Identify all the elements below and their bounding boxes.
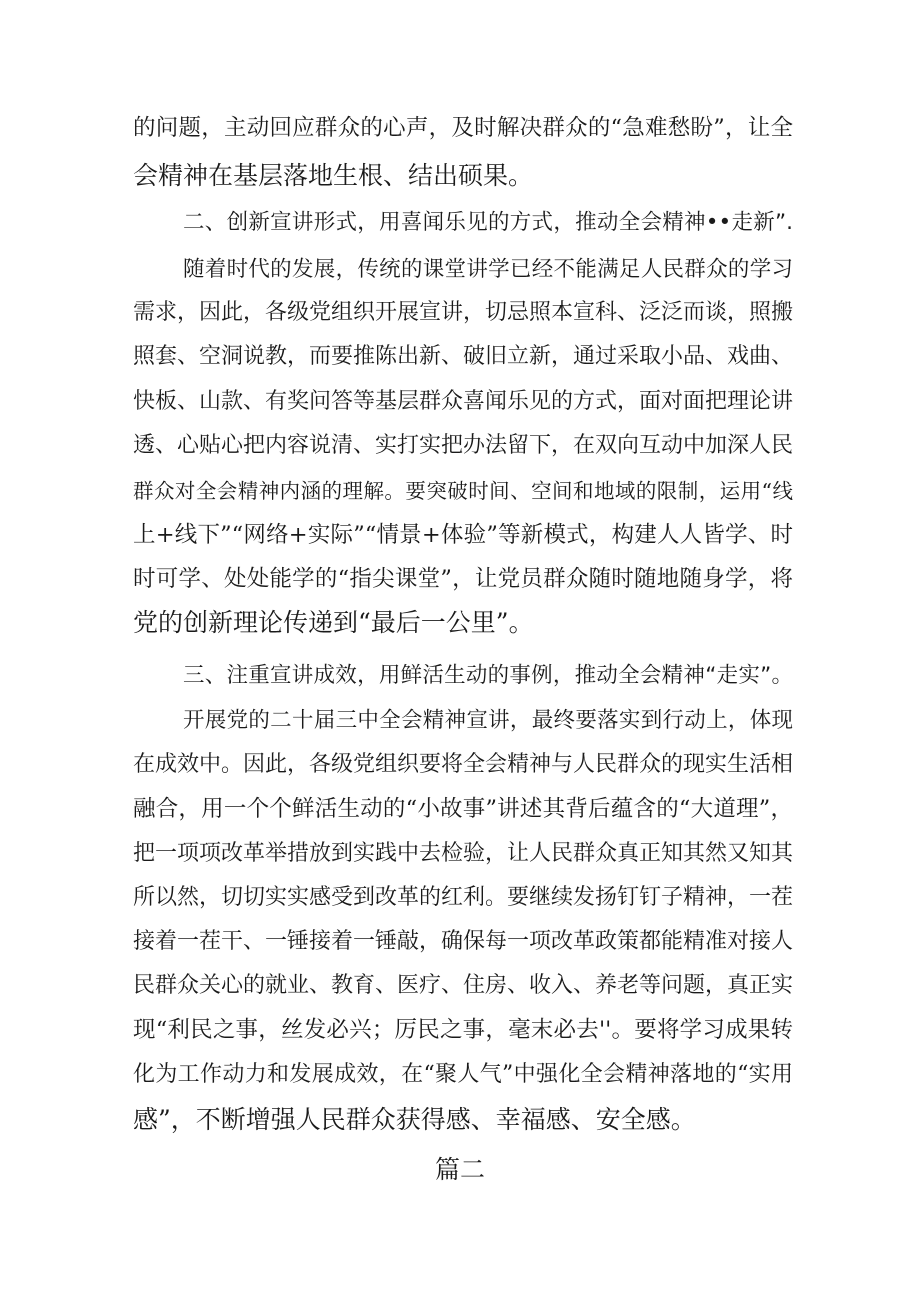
body-line: 时可学、处处能学的“指尖课堂”，让党员群众随时随地随身学，将 bbox=[133, 566, 793, 592]
body-line: 透、心贴心把内容说清、实打实把办法留下，在双向互动中加深人民 bbox=[133, 433, 794, 458]
body-line: 把一项项改革举措放到实践中去检验，让人民群众真正知其然又知其 bbox=[133, 841, 794, 866]
body-line: 化为工作动力和发展成效，在“聚人气”中强化全会精神落地的“实用 bbox=[133, 1062, 793, 1087]
section-heading-2: 二、创新宣讲形式，用喜闻乐见的方式，推动全会精神••走新”. bbox=[183, 210, 793, 235]
section-label: 篇二 bbox=[434, 1155, 485, 1184]
body-line: 感”，不断增强人民群众获得感、幸福感、安全感。 bbox=[133, 1105, 696, 1134]
body-line: 所以然，切切实实感受到改革的红利。要继续发扬钉钉子精神，一茬 bbox=[133, 885, 794, 910]
body-line: 接着一茬干、一锤接着一锤敲，确保每一项改革政策都能精准对接人 bbox=[133, 929, 794, 954]
body-line: 照套、空洞说教，而要推陈出新、破旧立新，通过采取小品、戏曲、 bbox=[133, 344, 794, 369]
body-line: 党的创新理论传递到“最后一公里”。 bbox=[133, 608, 534, 637]
body-line: 会精神在基层落地生根、结出硕果。 bbox=[133, 161, 534, 190]
body-line: 随着时代的发展，传统的课堂讲学已经不能满足人民群众的学习 bbox=[183, 257, 793, 282]
section-heading-3: 三、注重宣讲成效，用鲜活生动的事例，推动全会精神“走实”。 bbox=[183, 663, 793, 688]
body-line: 在成效中。因此，各级党组织要将全会精神与人民群众的现实生活相 bbox=[133, 752, 794, 777]
body-line: 现“利民之事，丝发必兴；厉民之事，毫末必去''。要将学习成果转 bbox=[133, 1017, 793, 1043]
body-line: 上+线下”“网络+实际”“情景+体验”等新模式，构建人人皆学、时 bbox=[133, 522, 793, 548]
body-line: 需求，因此，各级党组织开展宣讲，切忌照本宣科、泛泛而谈，照搬 bbox=[133, 300, 794, 325]
body-line: 的问题，主动回应群众的心声，及时解决群众的“急难愁盼”，让全 bbox=[133, 115, 793, 141]
body-line: 融合，用一个个鲜活生动的“小故事”讲述其背后蕴含的“大道理”， bbox=[133, 796, 793, 822]
body-line: 开展党的二十届三中全会精神宣讲，最终要落实到行动上，体现 bbox=[183, 708, 793, 733]
body-line: 民群众关心的就业、教育、医疗、住房、收入、养老等问题，真正实 bbox=[133, 973, 794, 998]
body-line: 快板、山款、有奖问答等基层群众喜闻乐见的方式，面对面把理论讲 bbox=[133, 389, 794, 414]
body-line: 群众对全会精神内涵的理解。要突破时间、空间和地域的限制，运用“线 bbox=[133, 479, 793, 503]
